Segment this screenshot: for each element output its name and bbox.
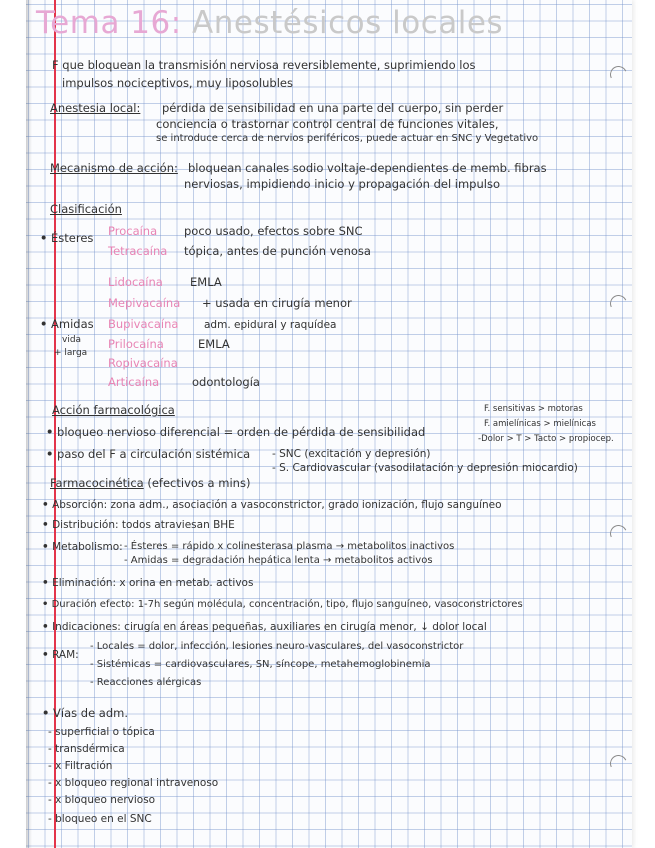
- paso-effect: - SNC (excitación y depresión): [272, 448, 431, 460]
- red-margin-line: [54, 0, 56, 848]
- accion-side-note: F. amielínicas > mielínicas: [484, 419, 596, 429]
- mecanismo-label: Mecanismo de acción:: [50, 161, 178, 175]
- anestesia-local-line: conciencia o trastornar control central de funciones vitales,: [156, 117, 499, 131]
- metabolismo-line: [42, 542, 123, 553]
- ram-detail: - Locales = dolor, infección, lesiones neuro-vasculares, del vasoconstrictor: [90, 641, 464, 652]
- bullet-icon: •: [42, 541, 49, 553]
- bullet-icon: •: [46, 425, 54, 439]
- bullet-icon: •: [40, 317, 48, 331]
- bullet-icon: •: [42, 706, 50, 720]
- title-subject: Anestésicos locales: [192, 5, 504, 41]
- farmacocinetica-label: Farmacocinética: [50, 476, 144, 490]
- drug-name: Prilocaína: [108, 337, 164, 351]
- bullet-icon: •: [42, 577, 49, 589]
- anestesia-local-line: se introduce cerca de nervios periféricos, puede actuar en SNC y Vegetativo: [156, 133, 539, 144]
- drug-name: Bupivacaína: [108, 317, 179, 331]
- via-item: - superficial o tópica: [48, 726, 155, 738]
- intro-line-1: F que bloquean la transmisión nerviosa reversiblemente, suprimiendo los: [52, 58, 476, 72]
- metabolismo-detail: - Ésteres = rápido x colinesterasa plasma → metabolitos inactivos: [124, 541, 455, 552]
- notebook-page: [26, 0, 632, 848]
- amidas-label: [40, 319, 94, 331]
- drug-note: + usada en cirugía menor: [202, 296, 352, 310]
- binder-hole-icon: [608, 293, 630, 315]
- bloqueo-text: bloqueo nervioso diferencial = orden de pérdida de sensibilidad: [57, 425, 426, 439]
- mecanismo-line: bloquean canales sodio voltaje-dependientes de memb. fibras: [188, 161, 547, 175]
- drug-name: Articaína: [108, 375, 160, 389]
- bullet-icon: •: [42, 621, 49, 633]
- distribucion-text: Distribución: todos atraviesan BHE: [52, 519, 235, 531]
- drug-note: adm. epidural y raquídea: [204, 319, 337, 331]
- eliminacion-text: Eliminación: x orina en metab. activos: [52, 577, 254, 589]
- drug-name: Procaína: [108, 224, 158, 238]
- anestesia-local-line: pérdida de sensibilidad en una parte del cuerpo, sin perder: [162, 101, 504, 115]
- farmacocinetica-heading: [50, 478, 250, 490]
- bullet-icon: •: [40, 231, 48, 245]
- via-item: - x Filtración: [48, 760, 113, 772]
- paso-effect: - S. Cardiovascular (vasodilatación y depresión miocardio): [272, 462, 578, 474]
- via-item: - x bloqueo regional intravenoso: [48, 777, 219, 789]
- farmacocinetica-note: (efectivos a mins): [147, 476, 251, 490]
- bullet-icon: •: [42, 519, 49, 531]
- indicaciones-line: [42, 622, 487, 633]
- metabolismo-label: Metabolismo:: [52, 541, 123, 553]
- via-item: - x bloqueo nervioso: [48, 794, 156, 806]
- drug-note: EMLA: [190, 275, 222, 289]
- amidas-side-note: + larga: [54, 348, 88, 358]
- distribucion-line: [42, 520, 235, 531]
- accion-side-note: F. sensitivas > motoras: [484, 404, 583, 414]
- drug-name: Mepivacaína: [108, 296, 181, 310]
- drug-note: tópica, antes de punción venosa: [184, 244, 371, 258]
- binder-hole-icon: [608, 64, 630, 86]
- accion-side-note: -Dolor > T > Tacto > propiocep.: [478, 434, 614, 444]
- ram-detail: - Reacciones alérgicas: [90, 677, 202, 688]
- bullet-icon: •: [46, 447, 54, 461]
- ram-detail: - Sistémicas = cardiovasculares, SN, síncope, metahemoglobinemia: [90, 659, 431, 670]
- title-number: Tema 16:: [36, 5, 182, 41]
- mecanismo-line: nerviosas, impidiendo inicio y propagación del impulso: [184, 177, 500, 191]
- vias-heading: [42, 708, 128, 720]
- anestesia-local-label: Anestesia local:: [50, 101, 141, 115]
- absorcion-text: Absorción: zona adm., asociación a vasoconstrictor, grado ionización, flujo sanguíneo: [52, 499, 502, 511]
- duracion-text: Duración efecto: 1-7h según molécula, concentración, tipo, flujo sanguíneo, vasoconstrictores: [51, 599, 523, 610]
- indicaciones-text: Indicaciones: cirugía en áreas pequeñas, auxiliares en cirugía menor, ↓ dolor local: [52, 621, 487, 633]
- page-edge-shadow: [26, 0, 32, 848]
- duracion-line: [42, 600, 523, 610]
- binder-hole-icon: [608, 523, 630, 545]
- bullet-icon: •: [42, 499, 49, 511]
- drug-note: EMLA: [198, 337, 230, 351]
- absorcion-line: [42, 500, 502, 511]
- via-item: - bloqueo en el SNC: [48, 813, 152, 825]
- eliminacion-line: [42, 578, 253, 589]
- drug-name: Tetracaína: [108, 244, 168, 258]
- binder-hole-icon: [608, 753, 630, 775]
- drug-note: odontología: [192, 375, 260, 389]
- accion-label: Acción farmacológica: [52, 403, 175, 417]
- esteres-text: Ésteres: [51, 231, 94, 245]
- paso-line: [46, 449, 250, 461]
- esteres-label: [40, 233, 93, 245]
- ram-line: [42, 650, 79, 661]
- drug-name: Lidocaína: [108, 275, 163, 289]
- amidas-side-note: vida: [62, 335, 82, 345]
- drug-name: Ropivacaína: [108, 356, 178, 370]
- via-item: - transdérmica: [48, 743, 125, 755]
- intro-line-2: impulsos nociceptivos, muy liposolubles: [62, 76, 293, 90]
- page-title: [36, 5, 504, 41]
- ram-label: RAM:: [52, 649, 79, 661]
- clasificacion-label: Clasificación: [50, 202, 122, 216]
- bullet-icon: •: [42, 649, 49, 661]
- drug-note: poco usado, efectos sobre SNC: [184, 224, 363, 238]
- metabolismo-detail: - Amidas = degradación hepática lenta → metabolitos activos: [124, 555, 433, 566]
- bullet-icon: •: [42, 599, 49, 610]
- vias-label: Vías de adm.: [53, 706, 129, 720]
- amidas-text: Amidas: [51, 317, 94, 331]
- paso-text: paso del F a circulación sistémica: [57, 447, 251, 461]
- bloqueo-line: [46, 427, 425, 439]
